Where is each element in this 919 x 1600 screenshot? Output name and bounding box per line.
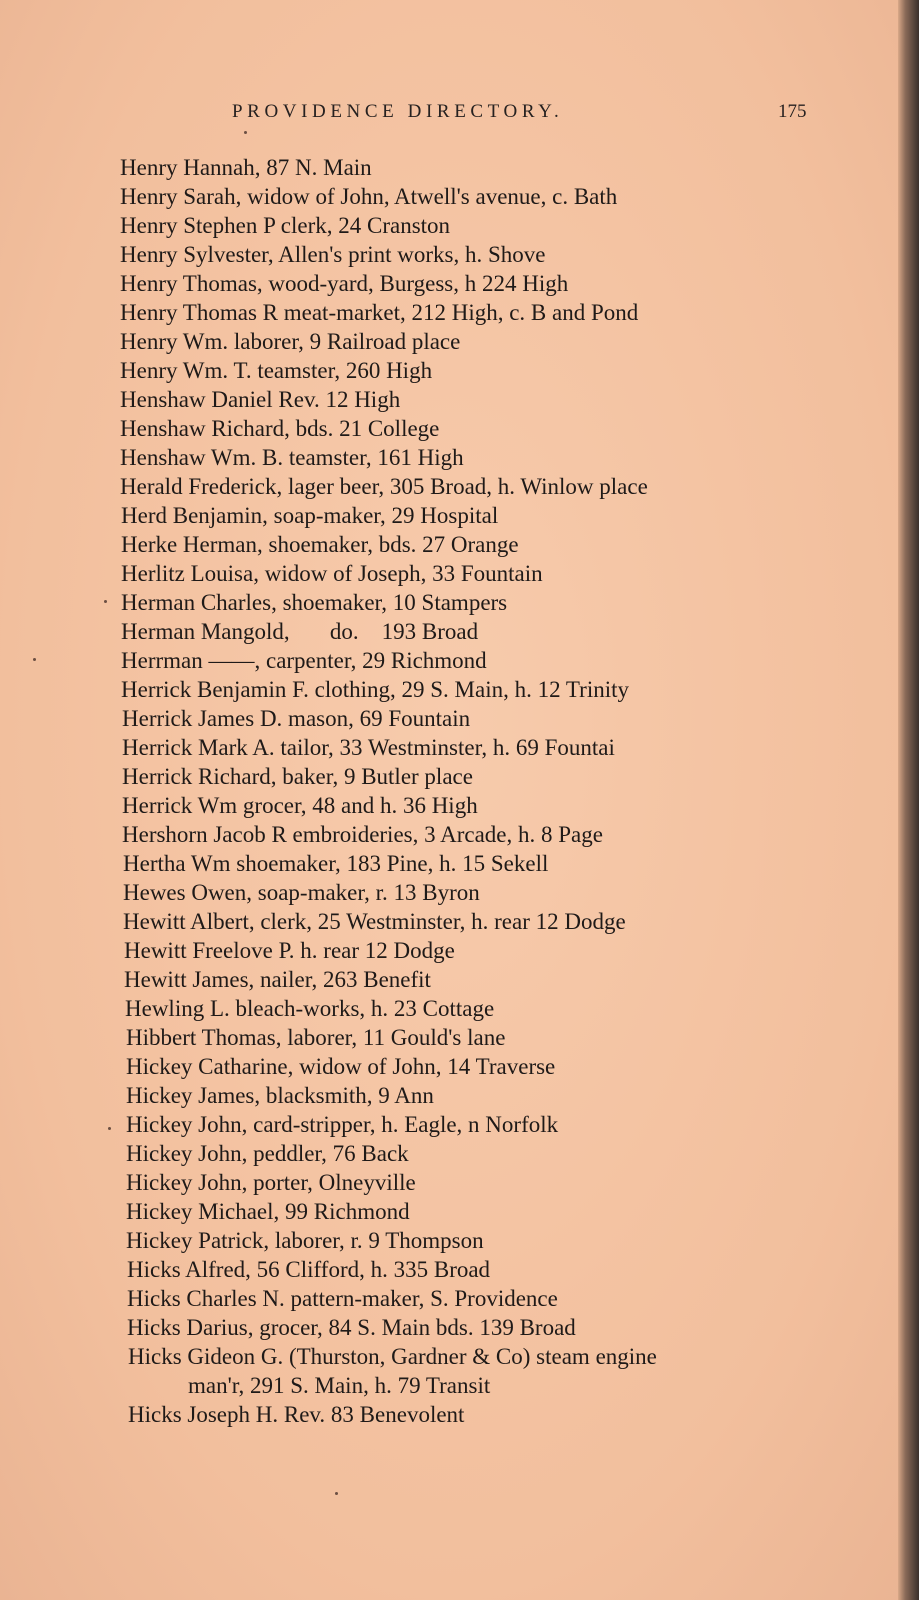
directory-entry-continuation: man'r, 291 S. Main, h. 79 Transit bbox=[188, 1373, 491, 1398]
directory-entry: Hicks Gideon G. (Thurston, Gardner & Co) steam engine bbox=[128, 1344, 657, 1369]
directory-entry: Hicks Charles N. pattern-maker, S. Providence bbox=[127, 1286, 558, 1311]
directory-entry: Henry Wm. laborer, 9 Railroad place bbox=[120, 329, 461, 354]
directory-entry: Henshaw Daniel Rev. 12 High bbox=[120, 387, 401, 412]
directory-entry: Herrick Wm grocer, 48 and h. 36 High bbox=[122, 793, 478, 818]
directory-entry: Henry Sarah, widow of John, Atwell's avenue, c. Bath bbox=[120, 184, 618, 209]
directory-entry: Hicks Darius, grocer, 84 S. Main bds. 139 Broad bbox=[127, 1315, 576, 1340]
directory-entry: Herman Charles, shoemaker, 10 Stampers bbox=[121, 590, 508, 615]
directory-entry: Hewitt Albert, clerk, 25 Westminster, h. rear 12 Dodge bbox=[123, 909, 626, 934]
directory-entry: Hickey Michael, 99 Richmond bbox=[126, 1199, 410, 1224]
directory-entry: Herald Frederick, lager beer, 305 Broad, h. Winlow place bbox=[120, 474, 648, 499]
directory-entry: Herrman ——, carpenter, 29 Richmond bbox=[121, 648, 487, 673]
directory-entry: Herrick Richard, baker, 9 Butler place bbox=[122, 764, 473, 789]
directory-entry: Hickey John, card-stripper, h. Eagle, n Norfolk bbox=[126, 1112, 559, 1137]
directory-entry: Herrick James D. mason, 69 Fountain bbox=[122, 706, 471, 731]
running-head: PROVIDENCE DIRECTORY. bbox=[232, 101, 564, 122]
directory-entry: Henry Stephen P clerk, 24 Cranston bbox=[120, 213, 451, 238]
directory-entry: Hickey Patrick, laborer, r. 9 Thompson bbox=[126, 1228, 484, 1253]
paper-speck bbox=[335, 1492, 338, 1495]
paper-speck bbox=[108, 1127, 111, 1130]
directory-entry: Henshaw Wm. B. teamster, 161 High bbox=[120, 445, 464, 470]
directory-entry: Henshaw Richard, bds. 21 College bbox=[120, 416, 440, 441]
directory-entry: Hickey John, peddler, 76 Back bbox=[126, 1141, 409, 1166]
directory-entry: Henry Wm. T. teamster, 260 High bbox=[120, 358, 433, 383]
directory-entry: Hickey James, blacksmith, 9 Ann bbox=[126, 1083, 434, 1108]
directory-entry: Herke Herman, shoemaker, bds. 27 Orange bbox=[121, 532, 519, 557]
directory-entry: Hertha Wm shoemaker, 183 Pine, h. 15 Sekell bbox=[123, 851, 549, 876]
directory-entry: Hewling L. bleach-works, h. 23 Cottage bbox=[125, 996, 495, 1021]
directory-entry: Hewes Owen, soap-maker, r. 13 Byron bbox=[123, 880, 480, 905]
directory-entry: Herman Mangold, do. 193 Broad bbox=[121, 619, 479, 644]
directory-entry: Hewitt James, nailer, 263 Benefit bbox=[124, 967, 431, 992]
directory-entry: Henry Sylvester, Allen's print works, h. Shove bbox=[120, 242, 546, 267]
directory-entry: Herrick Mark A. tailor, 33 Westminster, h. 69 Fountai bbox=[122, 735, 615, 760]
directory-entry: Hicks Joseph H. Rev. 83 Benevolent bbox=[128, 1402, 465, 1427]
paper-speck bbox=[33, 658, 36, 661]
directory-entry: Hicks Alfred, 56 Clifford, h. 335 Broad bbox=[127, 1257, 491, 1282]
directory-entry: Henry Hannah, 87 N. Main bbox=[120, 155, 372, 180]
directory-entry: Herd Benjamin, soap-maker, 29 Hospital bbox=[121, 503, 499, 528]
directory-entry: Herrick Benjamin F. clothing, 29 S. Main, h. 12 Trinity bbox=[121, 677, 629, 702]
directory-entries bbox=[0, 153, 900, 1429]
paper-speck bbox=[104, 600, 107, 603]
page-number: 175 bbox=[778, 101, 807, 122]
directory-entry: Hewitt Freelove P. h. rear 12 Dodge bbox=[124, 938, 455, 963]
directory-entry: Henry Thomas R meat-market, 212 High, c. B and Pond bbox=[120, 300, 639, 325]
directory-entry: Henry Thomas, wood-yard, Burgess, h 224 High bbox=[120, 271, 569, 296]
directory-entry: Hershorn Jacob R embroideries, 3 Arcade, h. 8 Page bbox=[122, 822, 603, 847]
directory-entry: Hickey Catharine, widow of John, 14 Traverse bbox=[126, 1054, 556, 1079]
directory-entry: Hibbert Thomas, laborer, 11 Gould's lane bbox=[126, 1025, 506, 1050]
directory-entry: Herlitz Louisa, widow of Joseph, 33 Fountain bbox=[121, 561, 543, 586]
directory-entry: Hickey John, porter, Olneyville bbox=[126, 1170, 416, 1195]
paper-speck bbox=[244, 131, 247, 134]
